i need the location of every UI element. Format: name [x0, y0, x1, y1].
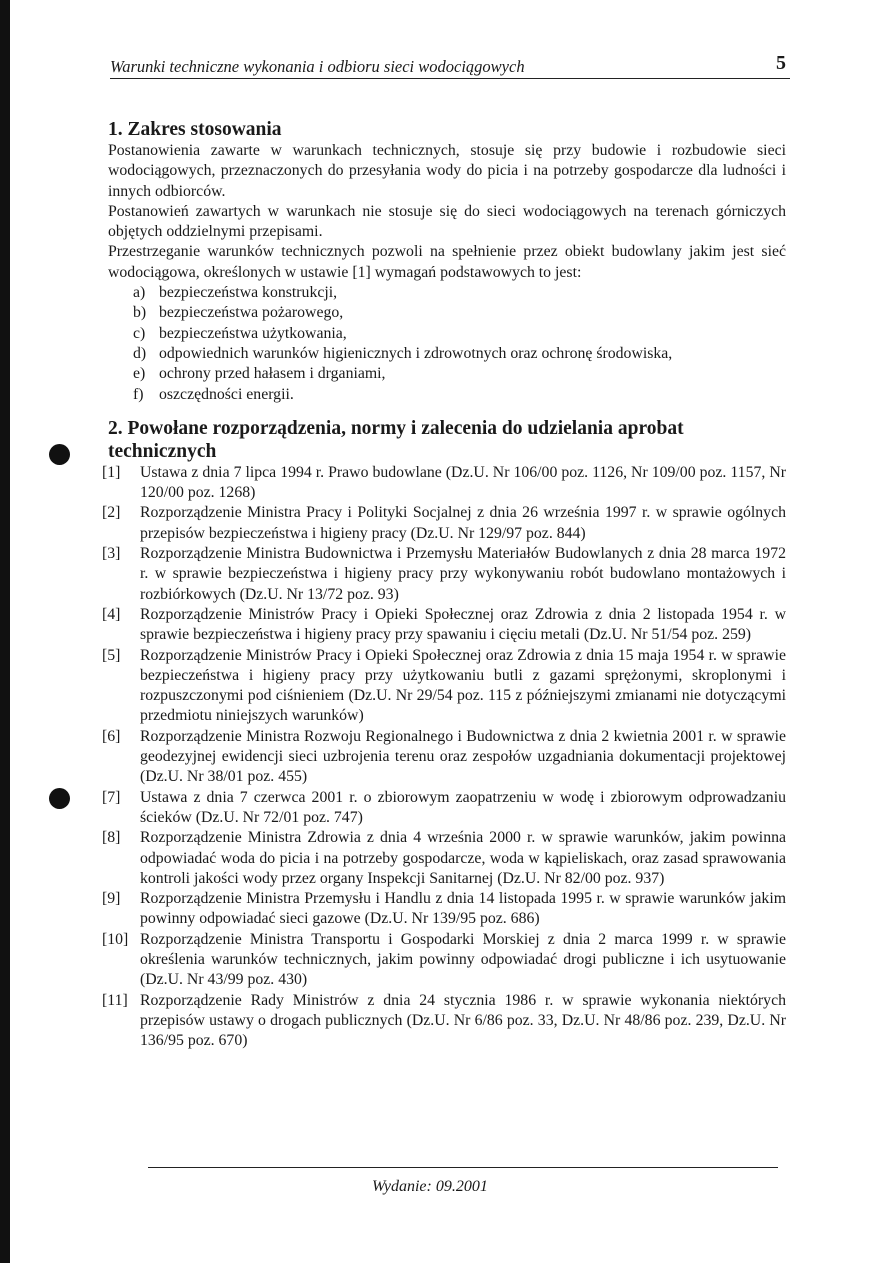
reference-text: Rozporządzenie Ministra Transportu i Gospodarki Morskiej z dnia 2 marca 1999 r. w sprawie określenia warunków technicznych, jakim powinny odpowiadać drogi publiczne i ich usytuowanie (Dz.U. Nr 43/99 poz. 430) [140, 930, 786, 989]
list-item-text: bezpieczeństwa konstrukcji, [159, 284, 338, 302]
list-item [108, 344, 786, 364]
binder-hole-top [49, 444, 70, 465]
section-1-paragraph: Postanowienia zawarte w warunkach technicznych, stosuje się przy budowie i rozbudowie sieci wodociągowych, przeznaczonych do przesyłania wody do picia i na potrzeby gospodarcze dla ludności i innych odbiorców. [108, 142, 786, 200]
reference-text: Rozporządzenie Ministra Przemysłu i Handlu z dnia 14 listopada 1995 r. w sprawie warunków jakim powinny odpowiadać sieci gazowe (Dz.U. Nr 139/95 poz. 686) [140, 890, 786, 928]
reference-marker: [7] [102, 788, 121, 806]
list-marker: b) [133, 304, 147, 322]
section-1-paragraph: Przestrzeganie warunków technicznych pozwoli na spełnienie przez obiekt budowlany jakim jest sieć wodociągowa, określonych w ustawie [1] wymagań podstawowych to jest: [108, 243, 786, 281]
reference-text: Rozporządzenie Ministra Budownictwa i Przemysłu Materiałów Budowlanych z dnia 28 marca 1972 r. w sprawie bezpieczeństwa i higieny pracy przy wykonywaniu robót budowlano montażowych i rozbiórkowych (Dz.U. Nr 13/72 poz. 93) [140, 545, 786, 603]
reference-item [102, 930, 786, 991]
reference-text: Rozporządzenie Ministra Rozwoju Regionalnego i Budownictwa z dnia 2 kwietnia 2001 r. w sprawie geodezyjnej ewidencji sieci uzbrojenia terenu oraz zespołów uzgadniania dokumentacji projektowej (Dz.U. Nr 38/01 poz. 455) [140, 727, 786, 786]
section-1-paragraph: Postanowień zawartych w warunkach nie stosuje się do sieci wodociągowych na terenach górniczych objętych oddzielnymi przepisami. [108, 202, 786, 241]
reference-item [102, 991, 786, 1052]
reference-item [102, 889, 786, 930]
page-content [102, 118, 786, 1051]
reference-text: Rozporządzenie Rady Ministrów z dnia 24 stycznia 1986 r. w sprawie wykonania niektórych przepisów ustawy o drogach publicznych (Dz.U. Nr 6/86 poz. 33, Dz.U. Nr 48/86 poz. 239, Dz.U. Nr 136/95 poz. 670) [140, 991, 786, 1050]
reference-marker: [5] [102, 646, 121, 664]
footer-edition: Wydanie: 09.2001 [372, 1178, 488, 1195]
list-marker: a) [133, 284, 146, 302]
reference-marker: [10] [102, 930, 129, 948]
reference-text: Rozporządzenie Ministra Pracy i Polityki Socjalnej z dnia 26 września 1997 r. w sprawie ogólnych przepisów bezpieczeństwa i higieny pracy (Dz.U. Nr 129/97 poz. 844) [140, 504, 786, 542]
list-marker: c) [133, 324, 146, 342]
reference-text: Ustawa z dnia 7 czerwca 2001 r. o zbiorowym zaopatrzeniu w wodę i zbiorowym odprowadzaniu ścieków (Dz.U. Nr 72/01 poz. 747) [140, 788, 786, 826]
reference-marker: [9] [102, 890, 121, 908]
list-marker: d) [133, 344, 147, 362]
header-title: Warunki techniczne wykonania i odbioru sieci wodociągowych [110, 57, 525, 76]
reference-item [102, 544, 786, 605]
reference-item [102, 727, 786, 788]
reference-text: Rozporządzenie Ministrów Pracy i Opieki Społecznej oraz Zdrowia z dnia 2 listopada 1954 r. w sprawie bezpieczeństwa i higieny pracy przy spawaniu i cięciu metali (Dz.U. Nr 51/54 poz. 259) [140, 605, 786, 644]
references-list [102, 463, 786, 1052]
footer-divider [148, 1167, 778, 1168]
list-marker: f) [133, 385, 144, 403]
reference-text: Ustawa z dnia 7 lipca 1994 r. Prawo budowlane (Dz.U. Nr 106/00 poz. 1126, Nr 109/00 poz. 1157, Nr 120/00 poz. 1268) [140, 463, 786, 502]
reference-item [102, 463, 786, 504]
reference-text: Rozporządzenie Ministrów Pracy i Opieki Społecznej oraz Zdrowia z dnia 15 maja 1954 r. w sprawie bezpieczeństwa i higieny pracy przy użytkowaniu butli z gazami sprężonymi, skroplonymi i rozpuszczonymi pod ciśnieniem (Dz.U. Nr 29/54 poz. 115 z późniejszymi zmianami nie dotyczącymi przedmiotu niniejszych warunków) [140, 646, 786, 725]
list-item-text: oszczędności energii. [159, 385, 294, 403]
list-item [108, 283, 786, 303]
reference-item [102, 503, 786, 544]
list-item [108, 303, 786, 323]
list-item [108, 364, 786, 384]
reference-marker: [3] [102, 545, 121, 563]
requirements-list [108, 283, 786, 405]
reference-item [102, 605, 786, 646]
list-item-text: odpowiednich warunków higienicznych i zdrowotnych oraz ochronę środowiska, [159, 344, 673, 362]
reference-text: Rozporządzenie Ministra Zdrowia z dnia 4 września 2000 r. w sprawie warunków, jakim powinna odpowiadać woda do picia i na potrzeby gospodarcze, woda w kąpieliskach, oraz zasad sprawowania kontroli jakości wody przez organy Inspekcji Sanitarnej (Dz.U. Nr 82/00 poz. 937) [140, 829, 786, 887]
scan-left-edge [0, 0, 10, 1263]
reference-marker: [11] [102, 991, 128, 1009]
list-item [108, 324, 786, 344]
list-marker: e) [133, 365, 146, 383]
reference-marker: [1] [102, 463, 121, 481]
page-number: 5 [776, 52, 786, 74]
reference-marker: [4] [102, 605, 121, 623]
page-header [110, 52, 790, 79]
section-2-title: 2. Powołane rozporządzenia, normy i zalecenia do udzielania aprobat technicznych [108, 417, 684, 462]
reference-marker: [8] [102, 829, 121, 847]
list-item-text: bezpieczeństwa użytkowania, [159, 324, 347, 342]
list-item-text: ochrony przed hałasem i drganiami, [159, 365, 386, 383]
reference-item [102, 646, 786, 727]
reference-item [102, 828, 786, 889]
reference-marker: [6] [102, 727, 121, 745]
reference-item [102, 788, 786, 829]
list-item [108, 385, 786, 405]
list-item-text: bezpieczeństwa pożarowego, [159, 304, 344, 322]
binder-hole-bottom [49, 788, 70, 809]
section-1-title: 1. Zakres stosowania [108, 119, 282, 140]
reference-marker: [2] [102, 504, 121, 522]
